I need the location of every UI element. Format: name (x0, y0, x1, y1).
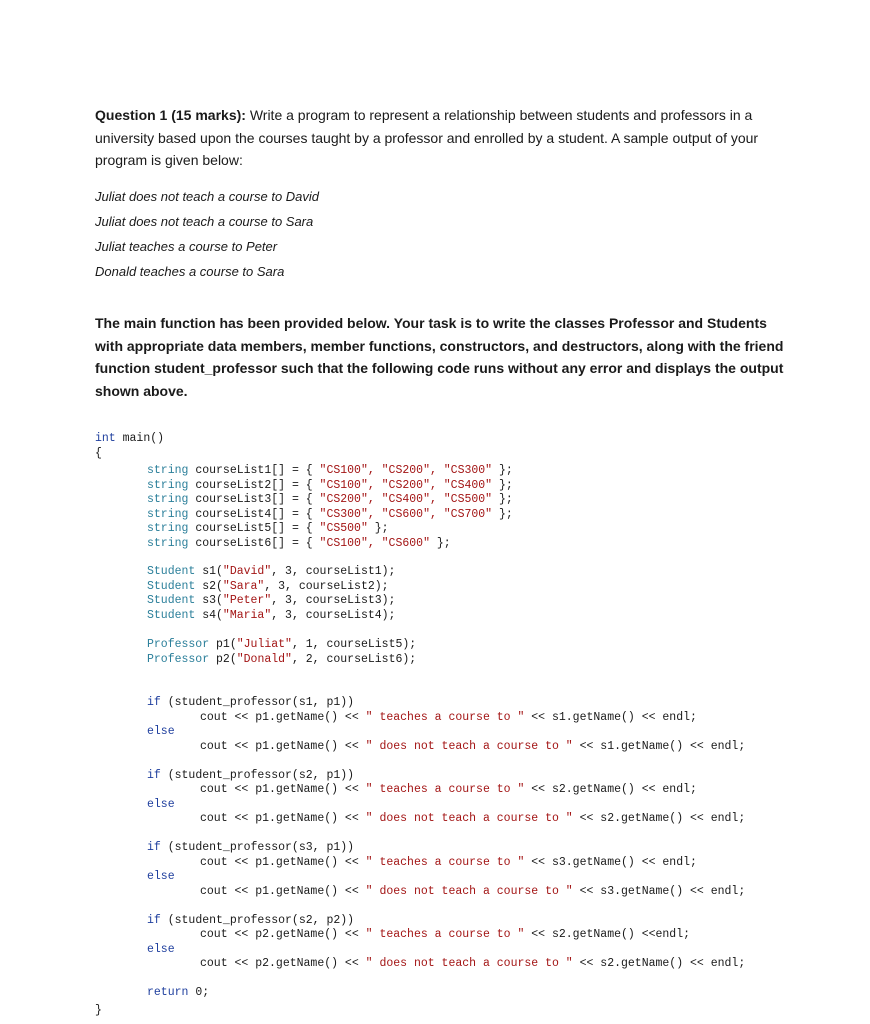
sample-output-line: Donald teaches a course to Sara (95, 264, 285, 279)
question-1-paragraph (95, 104, 795, 172)
code-string: " teaches a course to " (365, 928, 525, 941)
code-text: , 3, courseList2); (264, 579, 389, 593)
code-type: Professor (147, 652, 210, 666)
code-text: (student_professor(s2, p1)) (160, 768, 355, 782)
code-string: " teaches a course to " (365, 783, 525, 796)
code-string: "CS300", "CS600", "CS700" (319, 507, 493, 521)
code-text: courseList6[] = { (188, 536, 320, 550)
code-text: p2( (209, 652, 237, 666)
code-line-cout (200, 739, 745, 754)
code-line-courselist (147, 492, 513, 507)
code-text: courseList2[] = { (188, 478, 320, 492)
code-line-if (147, 695, 354, 710)
code-text: cout << p1.getName() << (200, 855, 366, 869)
code-string: "CS100", "CS200", "CS300" (319, 464, 493, 477)
code-keyword: return (147, 986, 189, 999)
code-string: "Juliat" (236, 638, 292, 651)
code-line-return (147, 985, 209, 1000)
code-line-professor (147, 652, 416, 667)
code-line-if (147, 840, 354, 855)
code-text: << s1.getName() << endl; (572, 739, 746, 753)
code-text: }; (367, 522, 389, 535)
code-text: courseList1[] = { (188, 464, 320, 477)
question-1-label: Question 1 (15 marks): (95, 107, 246, 123)
code-text: p1( (209, 638, 237, 651)
code-text: courseList4[] = { (188, 507, 320, 521)
code-line-if (147, 913, 354, 928)
code-line-courselist (147, 463, 513, 478)
sample-output-line: Juliat does not teach a course to David (95, 189, 320, 204)
code-line-else: else (147, 942, 175, 956)
code-text: s1( (195, 565, 223, 578)
code-text: cout << p2.getName() << (200, 928, 366, 941)
code-type: Student (147, 565, 196, 578)
sample-output-line: Juliat does not teach a course to Sara (95, 214, 314, 229)
code-string: " does not teach a course to " (365, 739, 573, 753)
code-text: main() (115, 432, 165, 445)
code-text: << s2.getName() << endl; (572, 957, 746, 970)
code-line-courselist (147, 536, 451, 551)
code-line-student (147, 608, 395, 623)
sample-output-line: Juliat teaches a course to Peter (95, 239, 278, 254)
code-type: string (147, 493, 189, 506)
code-string: "CS100", "CS200", "CS400" (319, 478, 493, 492)
question-1-text: Write a program to represent a relationship between students and professors in a university based upon the courses taught by a professor and enrolled by a student. A sample output of your program is given below: (95, 107, 759, 168)
code-text: }; (492, 464, 513, 477)
code-text: cout << p1.getName() << (200, 739, 366, 753)
code-text: (student_professor(s1, p1)) (160, 696, 355, 709)
code-line-cout (200, 956, 745, 971)
code-text: courseList5[] = { (188, 522, 320, 535)
code-string: "Maria" (222, 608, 272, 622)
code-line-cout (200, 811, 745, 826)
code-text: s4( (195, 608, 223, 622)
code-string: "Sara" (222, 579, 265, 593)
code-line-else: else (147, 797, 175, 811)
code-line-cout (200, 927, 690, 942)
code-string: " teaches a course to " (365, 710, 525, 724)
code-line-main (95, 431, 164, 446)
code-line-student (147, 564, 395, 579)
code-text: << s2.getName() << endl; (524, 783, 697, 796)
code-line-cout (200, 884, 745, 899)
code-type: Student (147, 594, 196, 607)
code-string: "CS100", "CS600" (319, 536, 430, 550)
sample-output (95, 184, 319, 284)
code-type: string (147, 536, 189, 550)
code-text: , 3, courseList4); (271, 608, 396, 622)
code-text: (student_professor(s3, p1)) (160, 841, 355, 854)
code-line-courselist (147, 507, 513, 522)
code-string: " does not teach a course to " (365, 957, 573, 970)
code-text: cout << p1.getName() << (200, 812, 366, 825)
code-text: }; (492, 478, 513, 492)
code-line-professor (147, 637, 416, 652)
code-line-cout (200, 855, 697, 870)
code-string: "CS500" (319, 522, 368, 535)
code-string: "David" (222, 565, 272, 578)
code-line-courselist (147, 521, 389, 536)
code-line-else: else (147, 870, 175, 883)
code-brace-close: } (95, 1004, 102, 1017)
code-keyword: if (147, 913, 161, 927)
code-line-cout (200, 710, 697, 725)
code-text: s3( (195, 594, 223, 607)
code-text: cout << p1.getName() << (200, 884, 366, 898)
code-line-student (147, 579, 389, 594)
code-text: (student_professor(s2, p2)) (160, 913, 355, 927)
code-type: Student (147, 608, 196, 622)
code-line-cout (200, 782, 697, 797)
task-paragraph: The main function has been provided below. Your task is to write the classes Professor and Students with appropriate data members, member functions, constructors, and destructors, along with the friend function student_professor such that the following code runs without any error and displays the output shown above. (95, 315, 784, 399)
code-text: , 2, courseList6); (291, 652, 417, 666)
code-type: string (147, 522, 189, 535)
code-text: }; (429, 536, 451, 550)
code-keyword: if (147, 768, 161, 782)
code-string: " does not teach a course to " (365, 884, 573, 898)
code-text: cout << p1.getName() << (200, 710, 366, 724)
code-text: }; (492, 507, 513, 521)
code-keyword: if (147, 696, 161, 709)
code-keyword: if (147, 841, 161, 854)
code-line-student (147, 593, 395, 608)
code-string: "CS200", "CS400", "CS500" (319, 493, 493, 506)
code-text: << s3.getName() << endl; (572, 884, 746, 898)
code-line-else: else (147, 725, 175, 738)
code-text: s2( (195, 579, 223, 593)
code-line-if (147, 768, 354, 783)
code-text: }; (492, 493, 513, 506)
code-text: , 3, courseList1); (271, 565, 396, 578)
code-text: 0; (188, 986, 210, 999)
code-text: , 3, courseList3); (271, 594, 396, 607)
code-line-courselist (147, 478, 513, 493)
code-text: cout << p1.getName() << (200, 783, 366, 796)
code-string: "Peter" (222, 594, 272, 607)
code-string: " does not teach a course to " (365, 812, 573, 825)
code-type: string (147, 478, 189, 492)
code-type: Student (147, 579, 196, 593)
code-text: , 1, courseList5); (291, 638, 417, 651)
code-text: cout << p2.getName() << (200, 957, 366, 970)
code-text: courseList3[] = { (188, 493, 320, 506)
code-brace-open: { (95, 447, 102, 460)
code-type: Professor (147, 638, 210, 651)
code-text: << s3.getName() << endl; (524, 855, 697, 869)
code-keyword: int (95, 432, 116, 445)
code-text: << s2.getName() << endl; (572, 812, 746, 825)
code-string: "Donald" (236, 652, 292, 666)
code-text: << s1.getName() << endl; (524, 710, 697, 724)
code-text: << s2.getName() <<endl; (524, 928, 691, 941)
code-string: " teaches a course to " (365, 855, 525, 869)
code-type: string (147, 507, 189, 521)
code-type: string (147, 464, 189, 477)
